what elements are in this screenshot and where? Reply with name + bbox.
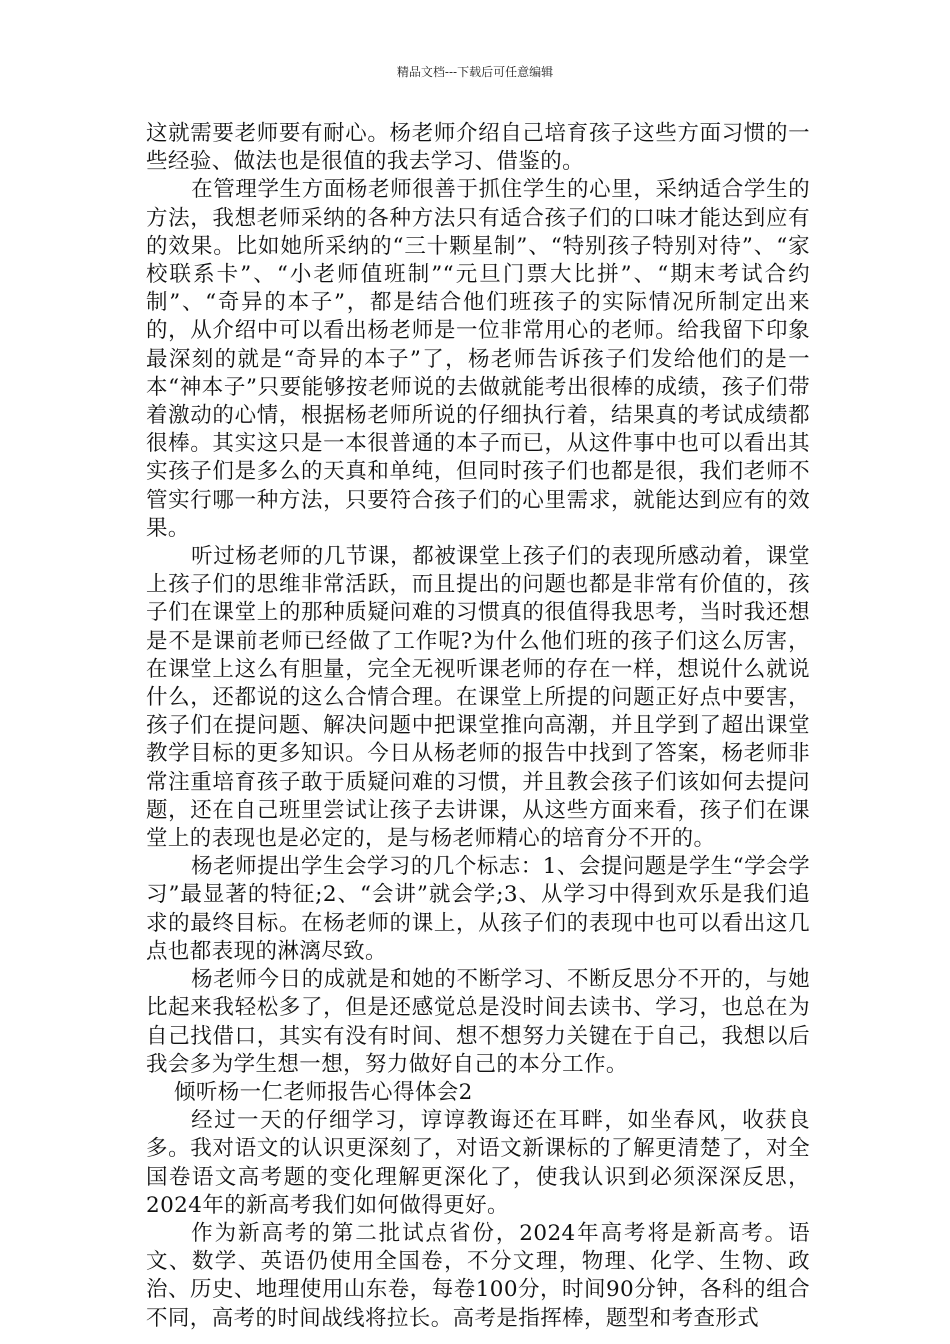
paragraph-4: 杨老师提出学生会学习的几个标志：1、会提问题是学生“学会学习”最显著的特征;2、“会讲”就会学;3、从学习中得到欢乐是我们追求的最终目标。在杨老师的课上，从孩子们的表现中也可以看出这几点也都表现的淋漓尽致。 xyxy=(146,854,810,964)
paragraph-7: 作为新高考的第二批试点省份，2024年高考将是新高考。语文、数学、英语仍使用全国卷，不分文理，物理、化学、生物、政治、历史、地理使用山东卷，每卷100分，时间90分钟，各科的组合不同，高考的时间战线将拉长。高考是指挥棒，题型和考查形式 xyxy=(146,1220,810,1331)
document-body xyxy=(146,120,810,1333)
page-header: 精品文档---下载后可任意编辑 xyxy=(396,65,554,79)
paragraph-3: 听过杨老师的几节课，都被课堂上孩子们的表现所感动着，课堂上孩子们的思维非常活跃，而且提出的问题也都是非常有价值的，孩子们在课堂上的那种质疑问难的习惯真的很值得我思考，当时我还想是不是课前老师已经做了工作呢?为什么他们班的孩子们这么厉害，在课堂上这么有胆量，完全无视听课老师的存在一样，想说什么就说什么，还都说的这么合情合理。在课堂上所提的问题正好点中要害，孩子们在提问题、解决问题中把课堂推向高潮，并且学到了超出课堂教学目标的更多知识。今日从杨老师的报告中找到了答案，杨老师非常注重培育孩子敢于质疑问难的习惯，并且教会孩子们该如何去提问题，还在自己班里尝试让孩子去讲课，从这些方面来看，孩子们在课堂上的表现也是必定的，是与杨老师精心的培育分不开的。 xyxy=(146,544,810,852)
paragraph-1: 这就需要老师要有耐心。杨老师介绍自己培育孩子这些方面习惯的一些经验、做法也是很值的我去学习、借鉴的。 xyxy=(146,121,810,175)
paragraph-5: 杨老师今日的成就是和她的不断学习、不断反思分不开的，与她比起来我轻松多了，但是还感觉总是没时间去读书、学习，也总在为自己找借口，其实有没有时间、想不想努力关键在于自己，我想以后我会多为学生想一想，努力做好自己的本分工作。 xyxy=(146,967,810,1077)
paragraph-6: 经过一天的仔细学习，谆谆教诲还在耳畔，如坐春风，收获良多。我对语文的认识更深刻了，对语文新课标的了解更清楚了，对全国卷语文高考题的变化理解更深化了，使我认识到必须深深反思，2024年的新高考我们如何做得更好。 xyxy=(146,1108,810,1218)
section-title: 倾听杨一仁老师报告心得体会2 xyxy=(173,1079,473,1105)
paragraph-2: 在管理学生方面杨老师很善于抓住学生的心里，采纳适合学生的方法，我想老师采纳的各种方法只有适合孩子们的口味才能达到应有的效果。比如她所采纳的“三十颗星制”、“特别孩子特别对待”、“家校联系卡”、“小老师值班制”“元旦门票大比拼”、“期末考试合约制”、“奇异的本子”，都是结合他们班孩子的实际情况所制定出来的，从介绍中可以看出杨老师是一位非常用心的老师。给我留下印象最深刻的就是“奇异的本子”了，杨老师告诉孩子们发给他们的是一本“神本子”只要能够按老师说的去做就能考出很棒的成绩，孩子们带着激动的心情，根据杨老师所说的仔细执行着，结果真的考试成绩都很棒。其实这只是一本很普通的本子而已，从这件事中也可以看出其实孩子们是多么的天真和单纯，但同时孩子们也都是很，我们老师不管实行哪一种方法，只要符合孩子们的心里需求，就能达到应有的效果。 xyxy=(146,177,810,541)
